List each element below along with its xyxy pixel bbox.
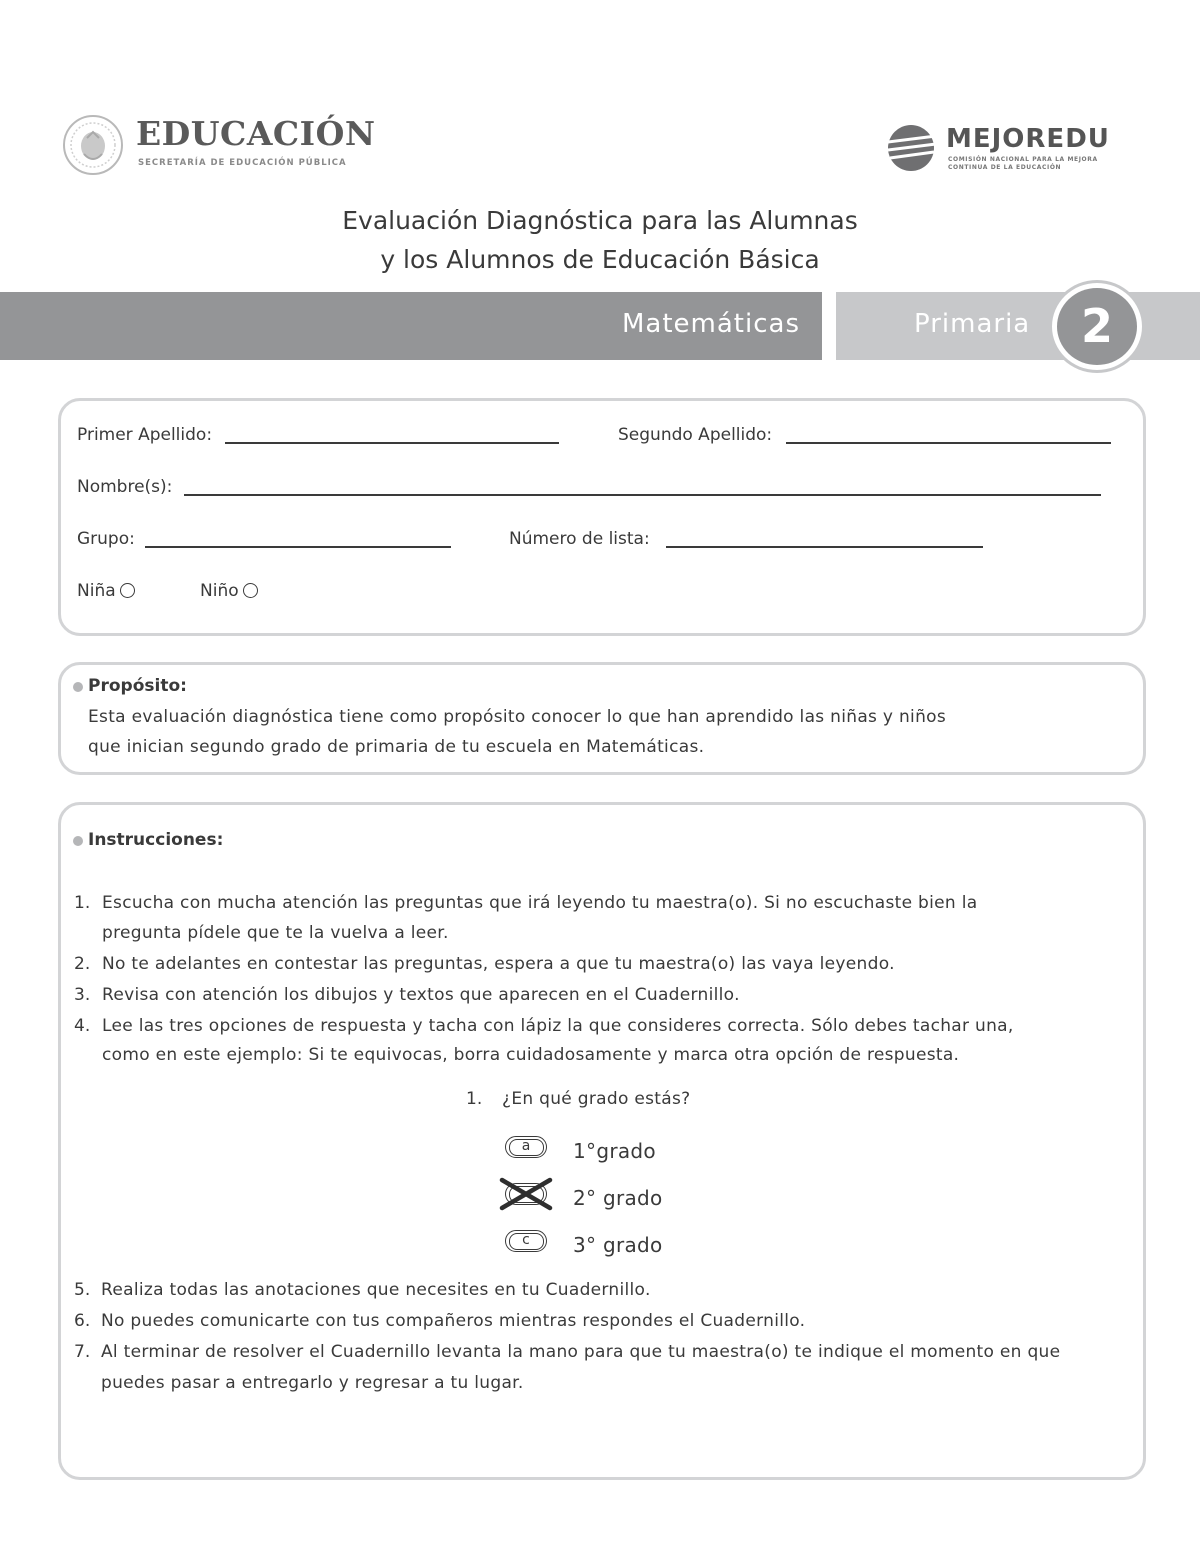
boy-option[interactable]: [200, 581, 258, 601]
girl-label: Niña: [77, 581, 116, 601]
instruction-number: 4.: [74, 1016, 91, 1036]
instruction-number: 5.: [74, 1280, 91, 1300]
names-label: Nombre(s):: [77, 477, 173, 497]
option-a-text: 1°grado: [573, 1139, 656, 1163]
subject-label: Matemáticas: [621, 309, 800, 339]
girl-radio[interactable]: [120, 583, 135, 598]
group-label: Grupo:: [77, 529, 135, 549]
mejoredu-logo-sub2: CONTINUA DE LA EDUCACIÓN: [948, 164, 1062, 171]
grade-number: 2: [1057, 288, 1137, 365]
list-number-field[interactable]: [666, 546, 983, 548]
girl-option[interactable]: [77, 581, 135, 601]
boy-radio[interactable]: [243, 583, 258, 598]
mejoredu-mark-icon: [884, 122, 940, 172]
mexico-seal-icon: [62, 114, 124, 176]
instruction-text: No te adelantes en contestar las preguntas, espera a que tu maestra(o) las vaya leyendo.: [102, 954, 895, 974]
subject-band: [0, 292, 822, 360]
instructions-heading: Instrucciones:: [88, 830, 224, 850]
example-question-text: ¿En qué grado estás?: [502, 1089, 691, 1109]
mejoredu-logo: [884, 120, 1134, 178]
first-surname-field[interactable]: [225, 442, 559, 444]
instruction-text: Revisa con atención los dibujos y textos que aparecen en el Cuadernillo.: [102, 985, 740, 1005]
instruction-text: puedes pasar a entregarlo y regresar a tu lugar.: [101, 1373, 524, 1393]
option-c-letter: c: [522, 1232, 530, 1248]
names-field[interactable]: [184, 494, 1101, 496]
purpose-text-line1: Esta evaluación diagnóstica tiene como propósito conocer lo que han aprendido las niñas y niños: [88, 707, 947, 727]
edu-logo-subtitle: SECRETARÍA DE EDUCACIÓN PÚBLICA: [138, 158, 347, 168]
level-band: [836, 292, 1200, 360]
option-a-letter: a: [521, 1138, 531, 1154]
instruction-number: 1.: [74, 893, 91, 913]
cross-mark-icon: [499, 1177, 553, 1211]
instruction-text: Escucha con mucha atención las preguntas que irá leyendo tu maestra(o). Si no escuchaste bien la: [102, 893, 978, 913]
instructions-bullet-icon: [73, 836, 83, 846]
boy-label: Niño: [200, 581, 239, 601]
instruction-text: Lee las tres opciones de respuesta y tacha con lápiz la que consideres correcta. Sólo debes tachar una,: [102, 1016, 1014, 1036]
instruction-number: 6.: [74, 1311, 91, 1331]
instruction-number: 2.: [74, 954, 91, 974]
mejoredu-logo-sub1: COMISIÓN NACIONAL PARA LA MEJORA: [948, 156, 1098, 163]
instruction-text: No puedes comunicarte con tus compañeros mientras respondes el Cuadernillo.: [101, 1311, 806, 1331]
second-surname-label: Segundo Apellido:: [618, 425, 773, 445]
mejoredu-logo-title: MEJOREDU: [946, 124, 1110, 154]
purpose-heading: Propósito:: [88, 676, 187, 696]
page-title-line2: y los Alumnos de Educación Básica: [380, 245, 820, 274]
level-label: Primaria: [914, 309, 1031, 339]
option-b-text: 2° grado: [573, 1186, 663, 1210]
sep-logo: [62, 110, 382, 180]
instruction-text: Realiza todas las anotaciones que necesites en tu Cuadernillo.: [101, 1280, 651, 1300]
instruction-text: pregunta pídele que te la vuelva a leer.: [102, 923, 449, 943]
edu-logo-title: EDUCACIÓN: [136, 114, 376, 153]
example-question-number: 1.: [466, 1089, 483, 1109]
first-surname-label: Primer Apellido:: [77, 425, 213, 445]
option-c-text: 3° grado: [573, 1233, 663, 1257]
page-title-line1: Evaluación Diagnóstica para las Alumnas: [342, 206, 858, 235]
purpose-text-line2: que inician segundo grado de primaria de tu escuela en Matemáticas.: [88, 737, 705, 757]
instruction-number: 3.: [74, 985, 91, 1005]
instruction-text: como en este ejemplo: Si te equivocas, borra cuidadosamente y marca otra opción de respuesta.: [102, 1045, 960, 1065]
purpose-bullet-icon: [73, 682, 83, 692]
second-surname-field[interactable]: [786, 442, 1111, 444]
instruction-text: Al terminar de resolver el Cuadernillo levanta la mano para que tu maestra(o) te indique el momento en que: [101, 1342, 1061, 1362]
instruction-number: 7.: [74, 1342, 91, 1362]
group-field[interactable]: [145, 546, 451, 548]
list-number-label: Número de lista:: [509, 529, 650, 549]
